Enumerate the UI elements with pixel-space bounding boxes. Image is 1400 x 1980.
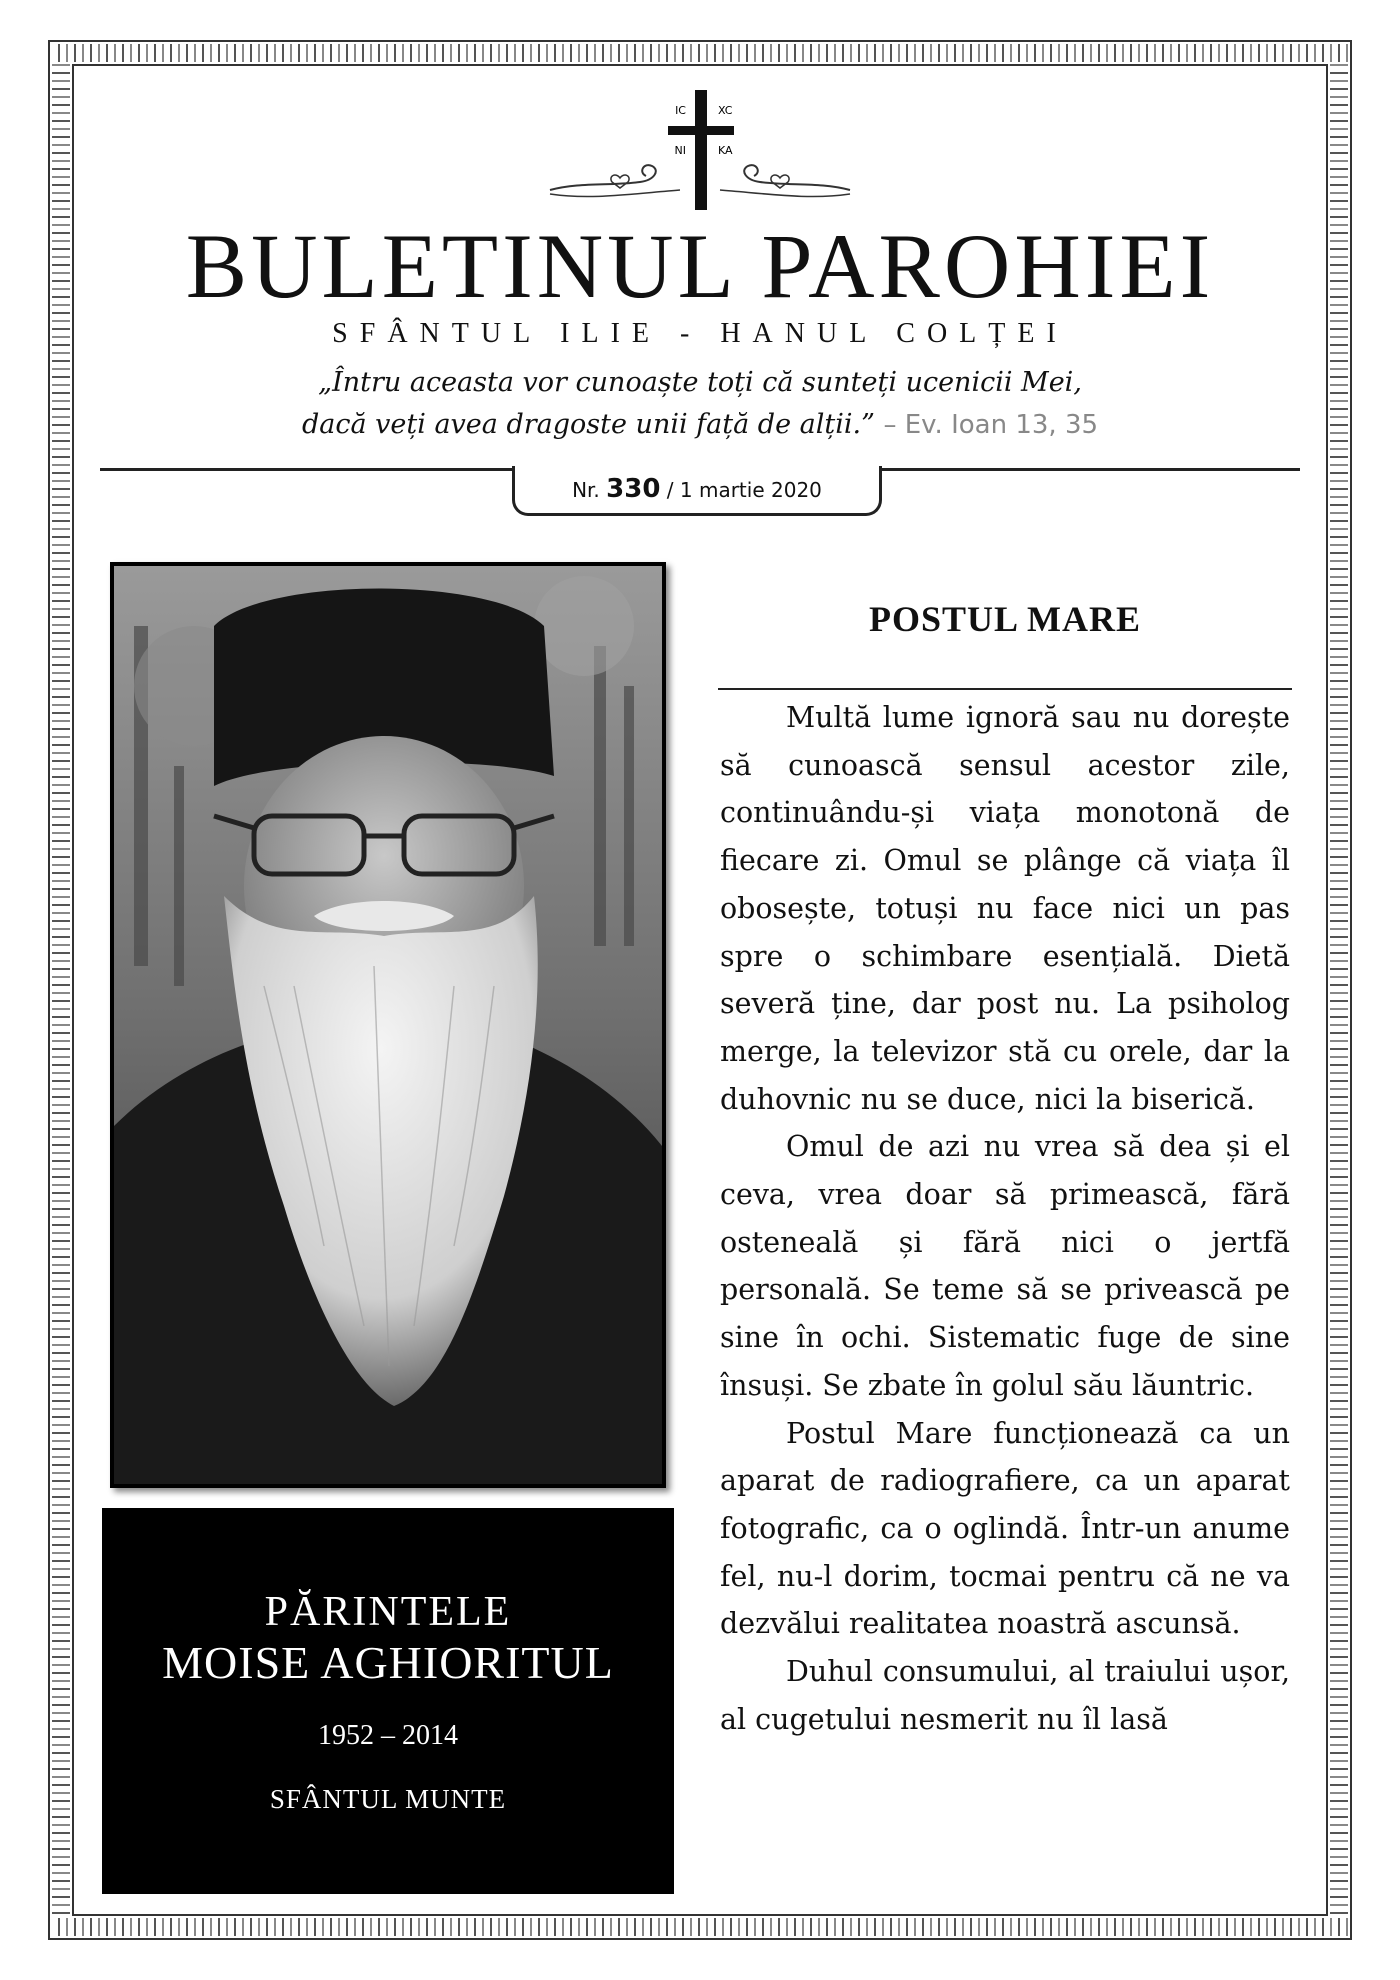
article-title: POSTUL MARE: [868, 599, 1142, 639]
bulletin-title: BULETINUL PAROHIEI: [185, 215, 1215, 317]
caption-years: 1952 – 2014: [318, 1720, 458, 1751]
emblem-ka: KA: [718, 144, 733, 157]
parish-subtitle: SFÂNTUL ILIE - HANUL COLȚEI: [332, 318, 1068, 349]
emblem-ic: IC: [675, 104, 686, 117]
article-paragraph: Omul de azi nu vrea să dea și el ceva, vrea doar să primească, fără osteneală și fără nici o jertfă personală. Se teme să se privească pe sine în ochi. Sistematic fuge de sine însuși. Se zbate în golul său lăuntric.: [720, 1130, 1290, 1402]
quote-line-2: dacă veți avea dragoste unii față de alții.”: [301, 409, 875, 440]
caption-title-line1: PĂRINTELE: [264, 1589, 512, 1635]
issue-number: 330: [606, 474, 661, 504]
scripture-quote: [100, 362, 1300, 446]
emblem-xc: XC: [718, 104, 733, 117]
quote-reference: – Ev. Ioan 13, 35: [883, 410, 1099, 440]
caption-place: SFÂNTUL MUNTE: [269, 1784, 507, 1814]
article-title-divider: [718, 688, 1292, 690]
memorial-caption: [102, 1508, 674, 1894]
quote-line-1: „Întru aceasta vor cunoaște toți că sunteți ucenicii Mei,: [318, 367, 1082, 398]
article-paragraph: Postul Mare funcționează ca un aparat de radiografiere, ca un aparat fotografic, ca o oglindă. Într-un anume fel, nu-l dorim, tocmai pentru că ne va dezvălui realitatea noastră ascunsă.: [720, 1416, 1290, 1641]
caption-title-line2: MOISE AGHIORITUL: [162, 1637, 614, 1688]
article-paragraph: Multă lume ignoră sau nu dorește să cunoască sensul acestor zile, continuându-și viața monotonă de fiecare zi. Omul se plânge că viața îl obosește, totuși nu face nici un pas spre o schimbare esențială. Dietă severă ține, dar post nu. La psiholog merge, la televizor stă cu orele, dar la duhovnic nu se duce, nici la biserică.: [720, 701, 1290, 1116]
issue-prefix: Nr.: [572, 478, 600, 502]
article-paragraph: Duhul consumului, al traiului ușor, al cugetului nesmerit nu îl lasă: [720, 1655, 1290, 1736]
issue-tab: [512, 466, 882, 516]
emblem-ni: NI: [674, 144, 686, 157]
issue-date: / 1 martie 2020: [666, 478, 822, 502]
article-body: [720, 694, 1290, 1743]
cross-emblem-icon: [540, 90, 860, 220]
portrait-image: [114, 566, 662, 1484]
portrait-photo: [110, 562, 666, 1488]
